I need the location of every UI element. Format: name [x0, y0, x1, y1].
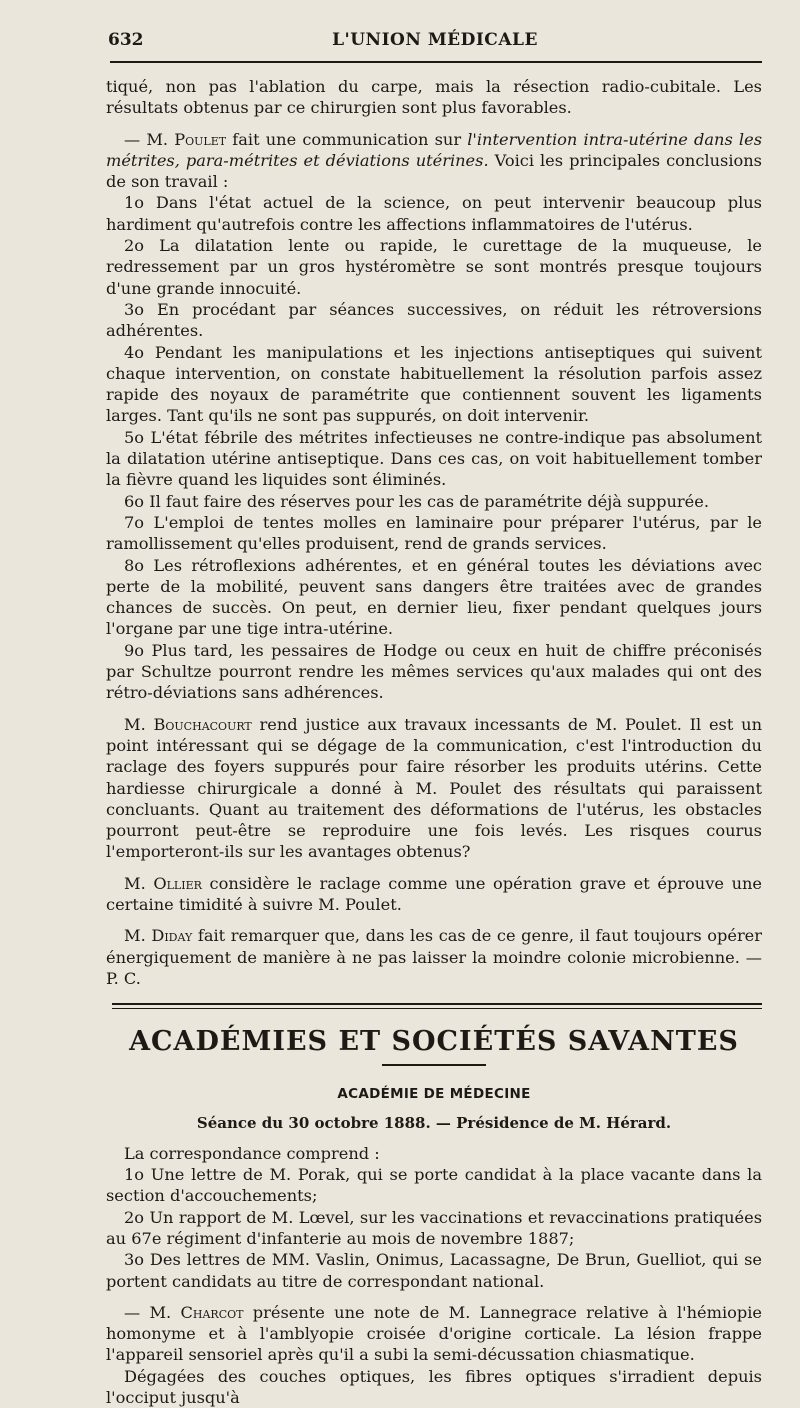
author-name: Charcot — [180, 1302, 244, 1322]
communication-title: l'intervention intra-utérine dans les métrites, para-métrites et déviations utérines. — [106, 129, 763, 170]
conclusion-item: 5o L'état fébrile des métrites infectieuses ne contre-indique pas absolument la dilatation utérine antiseptique. Dans ces cas, on voit habituellement tomber la fièvre quand les liquides sont éliminés. — [106, 427, 762, 490]
page-number: 632 — [108, 30, 144, 50]
conclusion-item: 9o Plus tard, les pessaires de Hodge ou ceux en huit de chiffre préconisés par Schultze pourront rendre les mêmes services qu'aux malades qui ont des rétro-déviations sans adhérences. — [106, 640, 762, 703]
conclusion-item: 1o Dans l'état actuel de la science, on peut intervenir beaucoup plus hardiment qu'autrefois contre les affections inflammatoires de l'utérus. — [106, 193, 762, 234]
paragraph-last: Dégagées des couches optiques, les fibres optiques s'irradient depuis l'occiput jusqu'à — [106, 1366, 762, 1408]
journal-title: L'UNION MÉDICALE — [332, 30, 538, 50]
text-body — [106, 76, 762, 1408]
paragraph-bouchacourt: M. Bouchacourt rend justice aux travaux incessants de M. Poulet. Il est un point intéressant qui se dégage de la communication, c'est l'introduction du raclage des foyers suppurés pour faire résorber les produits utérins. Cette hardiesse chirurgicale a donné à M. Poulet des résultats qui paraissent concluants. Quant au traitement des déformations de l'utérus, les obstacles pourront peut-être se reproduire une fois levés. Les risques courus l'emporteront-ils sur les avantages obtenus? — [106, 714, 762, 862]
conclusion-item: 8o Les rétroflexions adhérentes, et en général toutes les déviations avec perte de la mobilité, peuvent sans dangers être traitées avec de grandes chances de succès. On peut, en dernier lieu, fixer pendant quelques jours l'organe par une tige intra-utérine. — [106, 555, 762, 639]
section-divider — [112, 1003, 762, 1009]
section-title: ACADÉMIES ET SOCIÉTÉS SAVANTES — [129, 1026, 739, 1058]
conclusion-item: 3o En procédant par séances successives, on réduit les rétroversions adhérentes. — [106, 299, 762, 341]
paragraph-charcot: — M. Charcot présente une note de M. Lannegrace relative à l'hémiopie homonyme et à l'amblyopie croisée d'origine corticale. La lésion frappe l'appareil sensoriel après qu'il a subi la semi-décussation chiasmatique. — [106, 1302, 762, 1365]
title-underline — [382, 1064, 486, 1066]
correspondence-item: 2o Un rapport de M. Lœvel, sur les vaccinations et revaccinations pratiquées au 67e régiment d'infanterie au mois de novembre 1887; — [106, 1207, 762, 1248]
correspondence-intro: La correspondance comprend : — [124, 1143, 380, 1163]
conclusion-item: 7o L'emploi de tentes molles en laminaire pour préparer l'utérus, par le ramollissement qu'elles produisent, rend de grands services. — [106, 512, 762, 554]
paragraph-diday: M. Diday fait remarquer que, dans les cas de ce genre, il faut toujours opérer énergiquement de manière à ne pas laisser la moindre colonie microbienne. — P. C. — [106, 926, 762, 988]
author-name: Poulet — [174, 129, 227, 149]
subsection-title: ACADÉMIE DE MÉDECINE — [337, 1086, 531, 1103]
conclusion-item: 2o La dilatation lente ou rapide, le curettage de la muqueuse, le redressement par un gros hystéromètre se sont montrés presque toujours d'une grande innocuité. — [106, 236, 762, 298]
conclusion-item: 6o Il faut faire des réserves pour les cas de paramétrite déjà suppurée. — [124, 491, 709, 511]
header-rule — [110, 61, 762, 63]
paragraph-intro: tiqué, non pas l'ablation du carpe, mais la résection radio-cubitale. Les résultats obtenus par ce chirurgien sont plus favorables. — [106, 77, 762, 118]
running-header — [108, 30, 762, 60]
correspondence-item: 3o Des lettres de MM. Vaslin, Onimus, Lacassagne, De Brun, Guelliot, qui se portent candidats au titre de correspondant national. — [106, 1250, 762, 1291]
author-name: Bouchacourt — [153, 714, 252, 734]
author-name: Diday — [151, 926, 193, 946]
correspondence-item: 1o Une lettre de M. Porak, qui se porte candidat à la place vacante dans la section d'accouchements; — [106, 1165, 762, 1206]
session-line: Séance du 30 octobre 1888. — Présidence de M. Hérard. — [196, 1114, 672, 1133]
author-name: Ollier — [153, 873, 202, 893]
paragraph-ollier: M. Ollier considère le raclage comme une opération grave et éprouve une certaine timidité à suivre M. Poulet. — [106, 873, 763, 914]
paragraph-poulet: — M. Poulet fait une communication sur l'intervention intra-utérine dans les métrites, para-métrites et déviations utérines. Voici les principales conclusions de son travail : — [106, 129, 763, 192]
conclusion-item: 4o Pendant les manipulations et les injections antiseptiques qui suivent chaque intervention, on constate habituellement la résolution parfois assez rapide des noyaux de paramétrite que contiennent souvent les ligaments larges. Tant qu'ils ne sont pas suppurés, on doit intervenir. — [106, 342, 762, 426]
